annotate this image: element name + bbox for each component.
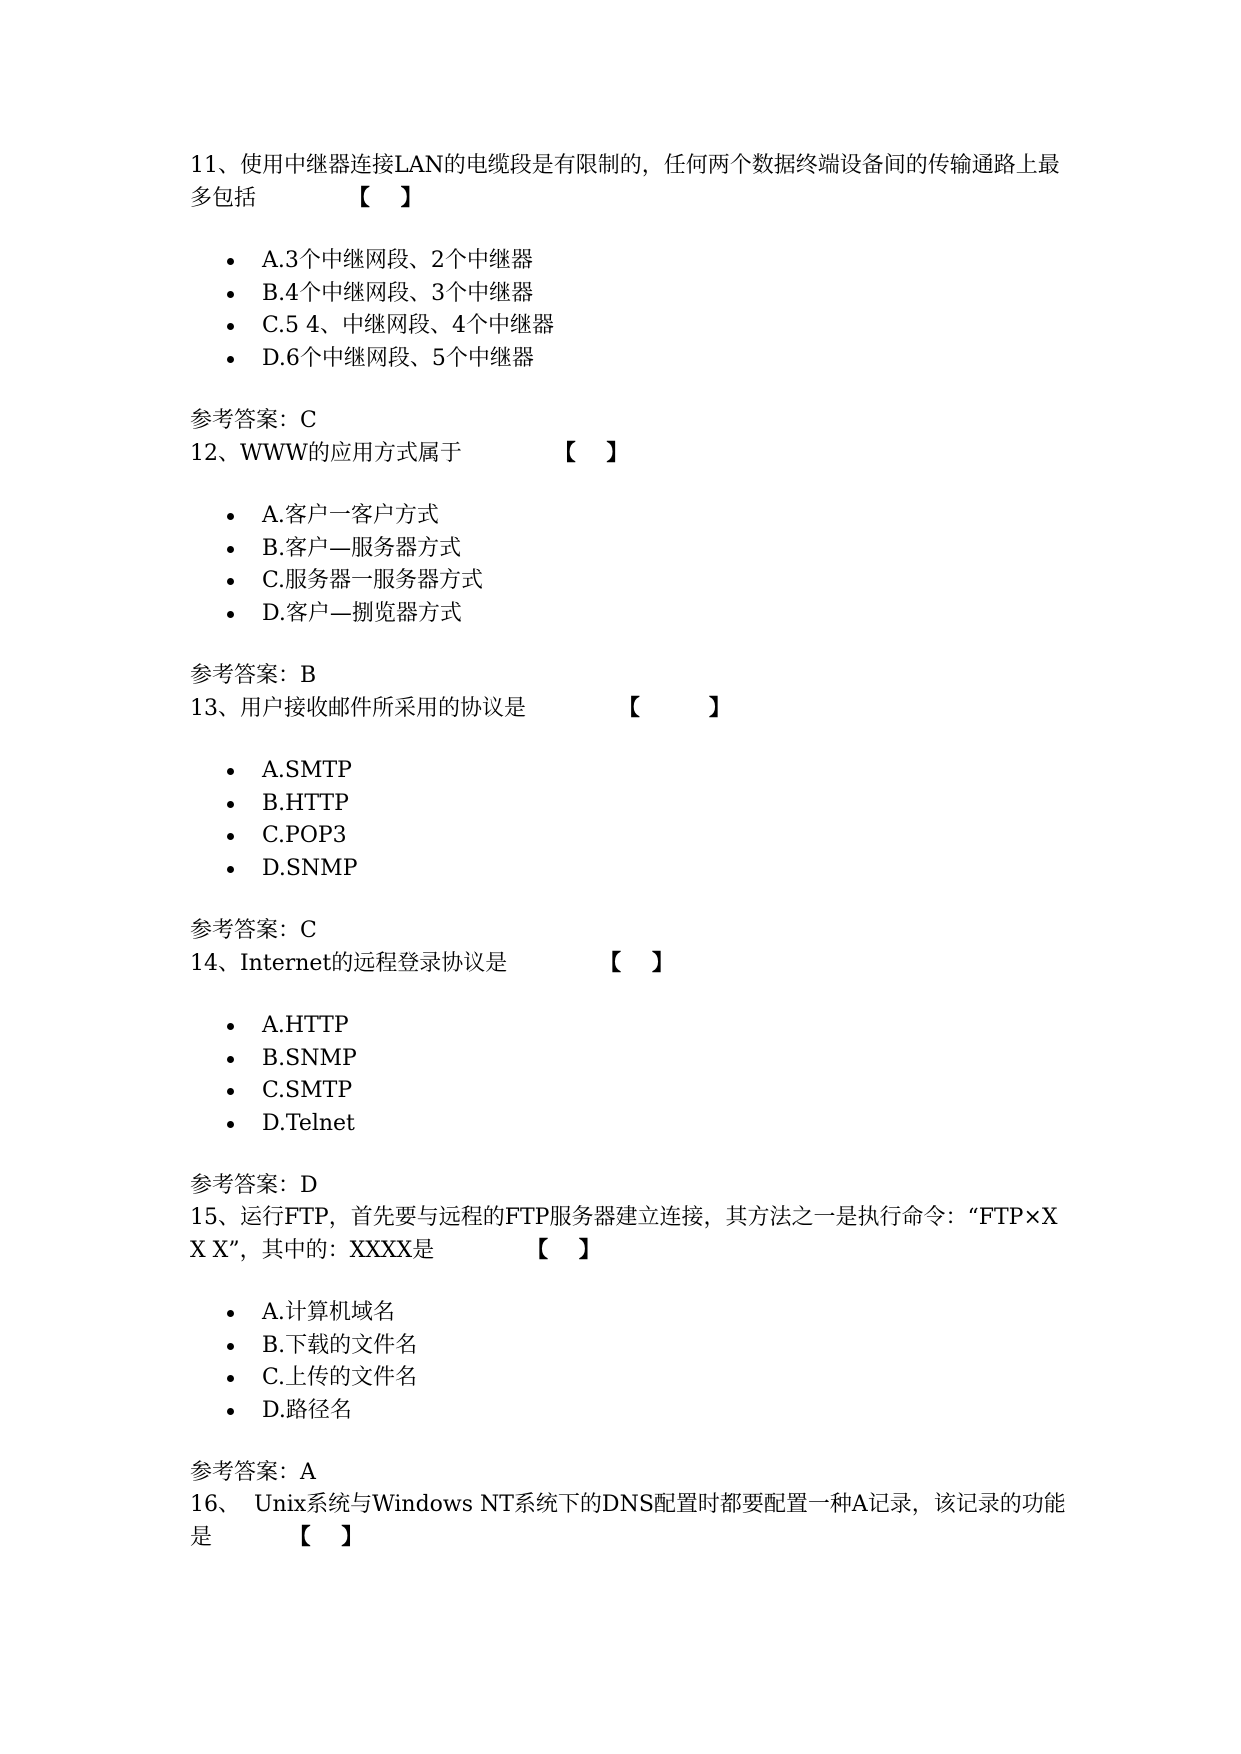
question-block [190,692,1070,947]
option-item: C.POP3 [190,820,1070,853]
option-list [190,1010,1070,1140]
bullet-icon [227,258,234,265]
bullet-icon [227,546,234,553]
answer-bracket: 【 】 [461,440,629,466]
option-item: C.SMTP [190,1075,1070,1108]
question-block [190,437,1070,692]
question-block [190,1489,1070,1554]
option-item: A.HTTP [190,1010,1070,1043]
question-text: 11、使用中继器连接LAN的电缆段是有限制的，任何两个数据终端设备间的传输通路上最多包括 【 】 [190,153,1060,211]
answer-bracket: 【 】 [526,695,731,721]
question-text: 15、运行FTP，首先要与远程的FTP服务器建立连接，其方法之一是执行命令：“FTP×X X X”，其中的：XXXX是 【 】 [190,1205,1065,1263]
reference-answer: 参考答案：C [190,918,317,943]
option-item: B.4个中继网段、3个中继器 [190,278,1070,311]
bullet-icon [227,1121,234,1128]
document-page [190,150,1070,1554]
option-item: C.服务器一服务器方式 [190,565,1070,598]
reference-answer: 参考答案：B [190,663,317,688]
question-text: 16、 Unix系统与Windows NT系统下的DNS配置时都要配置一种A记录，该记录的功能是 【 】 [190,1492,1066,1550]
answer-bracket: 【 】 [256,185,423,211]
option-item: B.HTTP [190,788,1070,821]
bullet-icon [227,1375,234,1382]
option-item: B.下载的文件名 [190,1330,1070,1363]
option-item: D.6个中继网段、5个中继器 [190,343,1070,376]
answer-bracket: 【 】 [434,1237,601,1263]
bullet-icon [227,291,234,298]
answer-bracket: 【 】 [212,1524,364,1550]
option-item: B.客户—服务器方式 [190,533,1070,566]
bullet-icon [227,1310,234,1317]
option-list [190,245,1070,375]
option-item: D.SNMP [190,853,1070,886]
option-item: A.计算机域名 [190,1297,1070,1330]
question-text: 12、WWW的应用方式属于 【 】 [190,440,629,466]
option-item: A.客户一客户方式 [190,500,1070,533]
bullet-icon [227,1023,234,1030]
bullet-icon [227,513,234,520]
option-item: C.上传的文件名 [190,1362,1070,1395]
reference-answer: 参考答案：C [190,408,317,433]
option-list [190,755,1070,885]
option-item: D.路径名 [190,1395,1070,1428]
bullet-icon [227,1343,234,1350]
answer-bracket: 【 】 [507,950,674,976]
bullet-icon [227,578,234,585]
bullet-icon [227,611,234,618]
question-block [190,947,1070,1202]
option-list [190,1297,1070,1427]
question-text: 14、Internet的远程登录协议是 【 】 [190,950,674,976]
option-item: A.3个中继网段、2个中继器 [190,245,1070,278]
question-block [190,1202,1070,1489]
option-item: D.Telnet [190,1108,1070,1141]
bullet-icon [227,323,234,330]
bullet-icon [227,866,234,873]
reference-answer: 参考答案：A [190,1460,316,1485]
option-item: A.SMTP [190,755,1070,788]
bullet-icon [227,768,234,775]
bullet-icon [227,1408,234,1415]
reference-answer: 参考答案：D [190,1173,318,1198]
option-item: B.SNMP [190,1043,1070,1076]
bullet-icon [227,1088,234,1095]
bullet-icon [227,833,234,840]
option-item: D.客户—捌览器方式 [190,598,1070,631]
bullet-icon [227,356,234,363]
option-item: C.5 4、中继网段、4个中继器 [190,310,1070,343]
question-text: 13、用户接收邮件所采用的协议是 【 】 [190,695,731,721]
bullet-icon [227,801,234,808]
question-block [190,150,1070,437]
bullet-icon [227,1056,234,1063]
option-list [190,500,1070,630]
